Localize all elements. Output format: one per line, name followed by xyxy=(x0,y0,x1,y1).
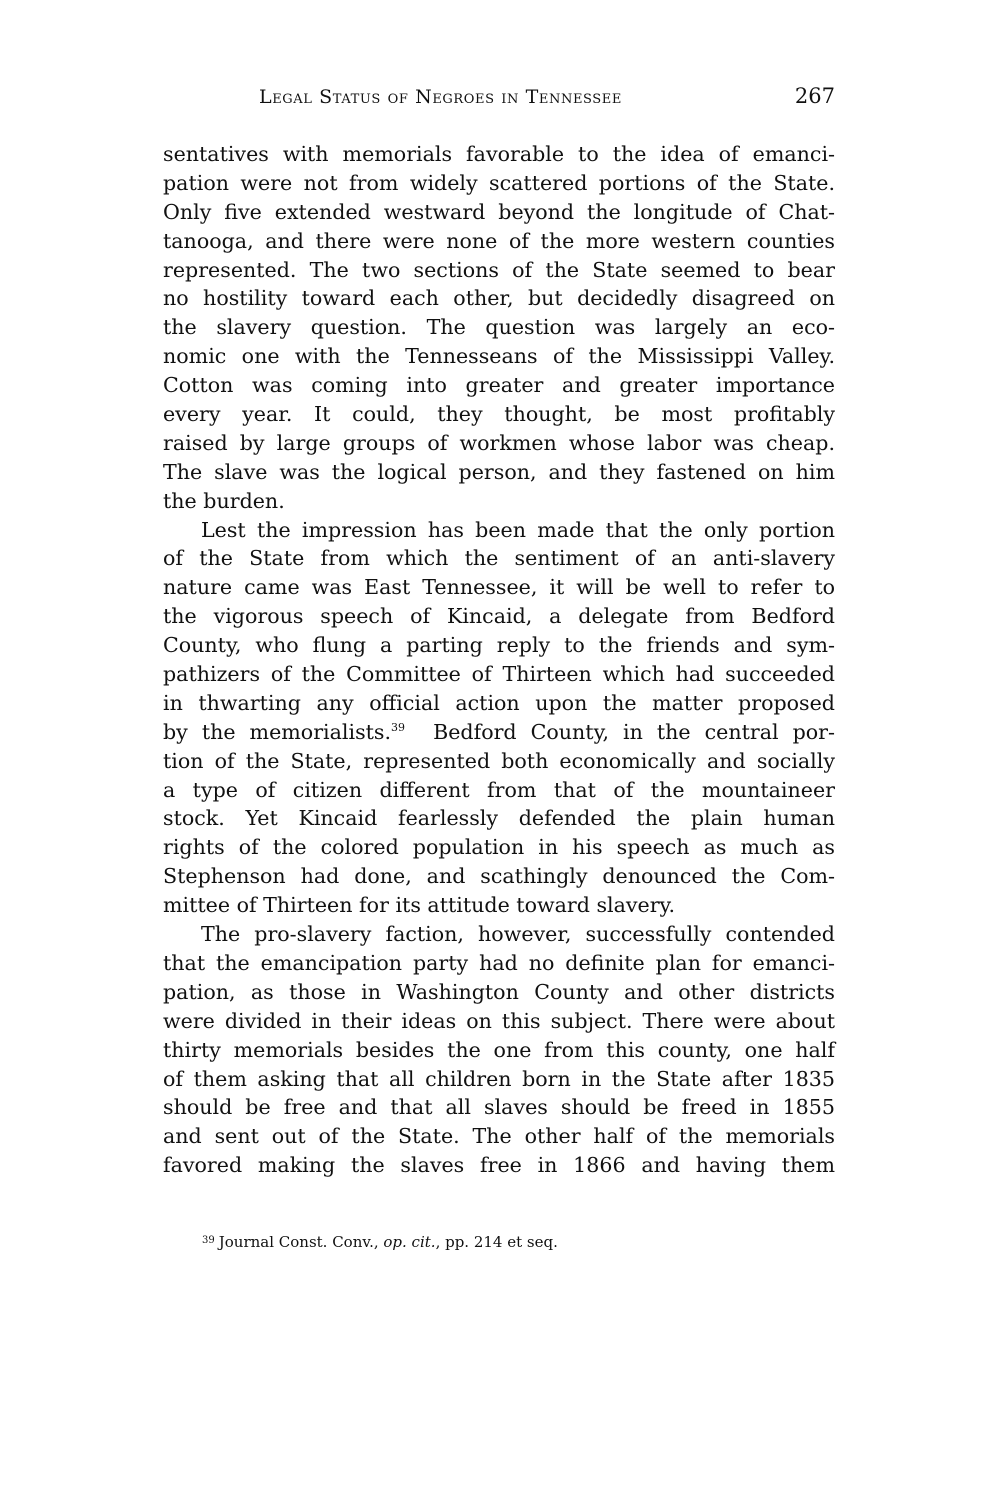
page-number: 267 xyxy=(794,84,835,108)
running-head xyxy=(163,86,835,120)
footnote-italic-citation: op. cit. xyxy=(383,1233,436,1251)
text-line: nomic one with the Tennesseans of the Mississippi Valley. xyxy=(163,344,835,369)
footnote-text: Journal Const. Conv., xyxy=(218,1233,384,1251)
paragraph-3 xyxy=(163,920,835,1180)
text-line: Only five extended westward beyond the longitude of Chat- xyxy=(163,199,835,224)
text-line: in thwarting any official action upon the matter proposed xyxy=(163,690,835,715)
text-line: raised by large groups of workmen whose labor was cheap. xyxy=(163,430,835,455)
paragraph-2 xyxy=(163,516,835,920)
text-line: of them asking that all children born in the State after 1835 xyxy=(163,1066,835,1091)
text-line: of the State from which the sentiment of an anti-slavery xyxy=(163,546,835,571)
footnote-text: , pp. 214 et seq. xyxy=(435,1233,558,1251)
text-line: a type of citizen different from that of the mountaineer xyxy=(163,777,835,802)
text-line: pathizers of the Committee of Thirteen which had succeeded xyxy=(163,662,835,687)
text-line: that the emancipation party had no definite plan for emanci- xyxy=(163,950,835,975)
body-text xyxy=(163,140,835,1180)
text-line: Lest the impression has been made that the only portion xyxy=(201,517,835,542)
text-line: tanooga, and there were none of the more western counties xyxy=(163,228,835,253)
text-line: thirty memorials besides the one from this county, one half xyxy=(163,1037,835,1062)
text-line: tion of the State, represented both economically and socially xyxy=(163,748,835,773)
text-line: The pro-slavery faction, however, successfully contended xyxy=(201,922,835,947)
text-line: pation, as those in Washington County and other districts xyxy=(163,979,835,1004)
text-line: Cotton was coming into greater and greater importance xyxy=(163,373,835,398)
footnote-39 xyxy=(202,1233,558,1251)
text-line: sentatives with memorials favorable to the idea of emanci- xyxy=(163,142,835,166)
text-line: County, who flung a parting reply to the friends and sym- xyxy=(163,633,835,658)
paragraph-1 xyxy=(163,140,835,516)
text-line: the vigorous speech of Kincaid, a delegate from Bedford xyxy=(163,604,835,629)
text-line: rights of the colored population in his speech as much as xyxy=(163,835,835,860)
text-line: Stephenson had done, and scathingly denounced the Com- xyxy=(163,864,835,889)
text-line-with-footnote xyxy=(163,718,835,747)
text-line: the slavery question. The question was largely an eco- xyxy=(163,315,835,340)
text-line: pation were not from widely scattered portions of the State. xyxy=(163,170,835,195)
text-line: the burden. xyxy=(163,488,285,513)
text-line: and sent out of the State. The other half of the memorials xyxy=(163,1124,835,1149)
text-line: should be free and that all slaves should be freed in 1855 xyxy=(163,1095,835,1120)
text-fragment: by the memorialists. xyxy=(163,719,392,744)
text-line: favored making the slaves free in 1866 and having them xyxy=(163,1153,835,1178)
text-line: mittee of Thirteen for its attitude toward slavery. xyxy=(163,893,675,918)
text-fragment: Bedford County, in the central por- xyxy=(405,719,835,744)
text-line: no hostility toward each other, but decidedly disagreed on xyxy=(163,286,835,311)
running-title: Legal Status of Negroes in Tennessee xyxy=(259,86,622,108)
text-line: nature came was East Tennessee, it will be well to refer to xyxy=(163,575,835,600)
text-line: every year. It could, they thought, be most profitably xyxy=(163,402,835,427)
text-line: represented. The two sections of the State seemed to bear xyxy=(163,257,835,282)
text-line: were divided in their ideas on this subject. There were about xyxy=(163,1008,835,1033)
footnote-mark: 39 xyxy=(202,1235,215,1246)
footnote-reference[interactable]: 39 xyxy=(391,720,406,734)
text-line: The slave was the logical person, and they fastened on him xyxy=(163,459,835,484)
text-line: stock. Yet Kincaid fearlessly defended the plain human xyxy=(163,806,835,831)
